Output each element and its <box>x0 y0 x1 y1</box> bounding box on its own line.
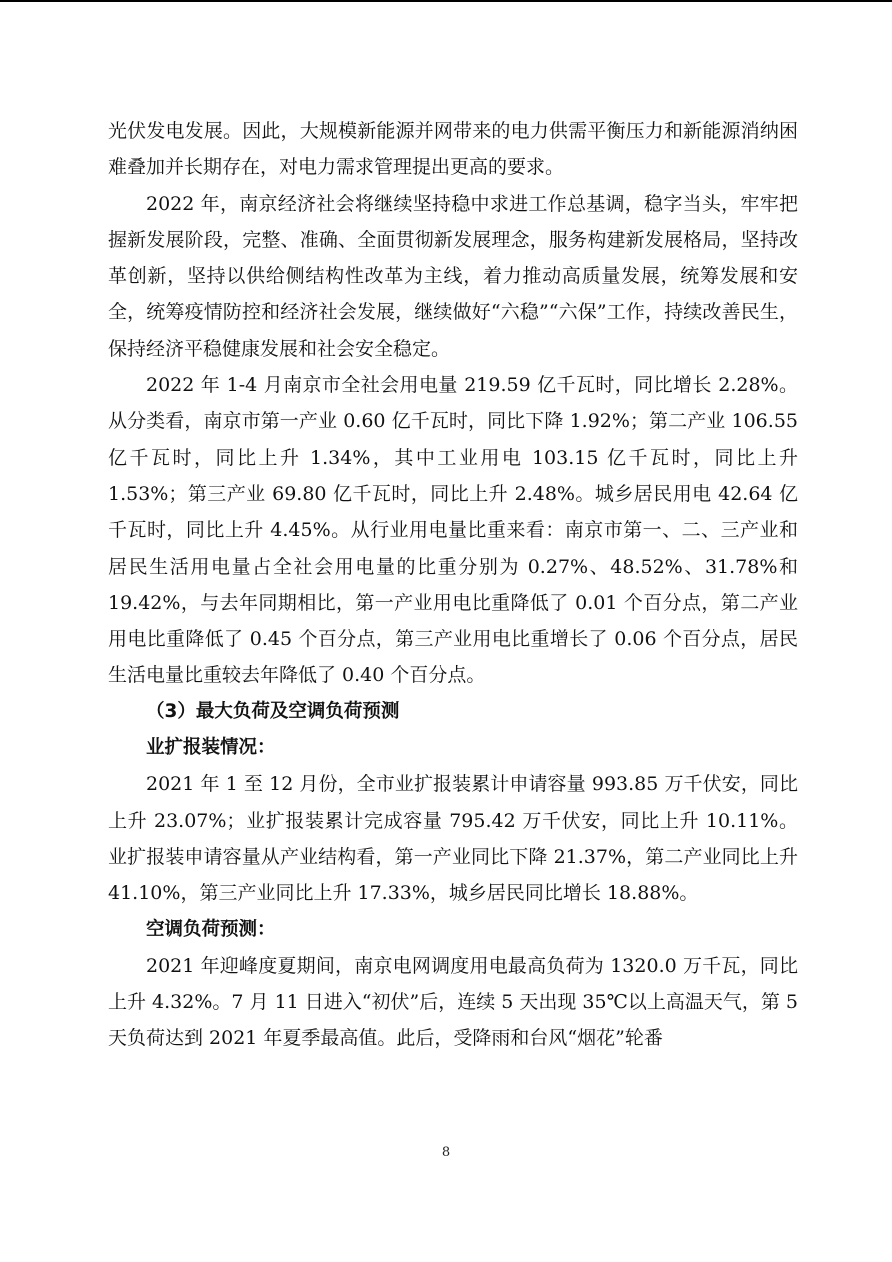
paragraph-ac-load: 2021 年迎峰度夏期间，南京电网调度用电最高负荷为 1320.0 万千瓦，同比上升 4.32%。7 月 11 日进入“初伏”后，连续 5 天出现 35℃以上高温天气，第 5 天负荷达到 2021 年夏季最高值。此后，受降雨和台风“烟花”轮番 <box>108 954 798 1050</box>
paragraph-electricity-usage: 2022 年 1-4 月南京市全社会用电量 219.59 亿千瓦时，同比增长 2.28%。从分类看，南京市第一产业 0.60 亿千瓦时，同比下降 1.92%；第二产业 106.55 亿千瓦时，同比上升 1.34%，其中工业用电 103.15 亿千瓦时，同比上升 1.53%；第三产业 69.80 亿千瓦时，同比上升 2.48%。城乡居民用电 42.64 亿千瓦时，同比上升 4.45%。从行业用电量比重来看：南京市第一、二、三产业和居民生活用电量占全社会用电量的比重分别为 0.27%、48.52%、31.78%和 19.42%，与去年同期相比，第一产业用电比重降低了 0.01 个百分点，第二产业用电比重降低了 0.45 个百分点，第三产业用电比重增长了 0.06 个百分点，居民生活电量比重较去年降低了 0.40 个百分点。 <box>108 374 798 687</box>
subheading-business-expansion: 业扩报装情况： <box>146 737 276 759</box>
page-top-border <box>0 0 892 2</box>
subheading-ac-load-forecast: 空调负荷预测： <box>146 918 276 940</box>
paragraph-2022-outlook: 2022 年，南京经济社会将继续坚持稳中求进工作总基调，稳字当头，牢牢把握新发展阶段，完整、准确、全面贯彻新发展理念，服务构建新发展格局，坚持改革创新，坚持以供给侧结构性改革为主线，着力推动高质量发展，统筹发展和安全，统筹疫情防控和经济社会发展，继续做好“六稳”“六保”工作，持续改善民生，保持经济平稳健康发展和社会安全稳定。 <box>108 192 798 360</box>
section-heading-max-load: （3）最大负荷及空调负荷预测 <box>146 700 400 722</box>
document-body <box>108 113 798 1057</box>
page-number: 8 <box>441 1145 451 1160</box>
paragraph-business-expansion: 2021 年 1 至 12 月份，全市业扩报装累计申请容量 993.85 万千伏安，同比上升 23.07%；业扩报装累计完成容量 795.42 万千伏安，同比上升 10.11%。业扩报装申请容量从产业结构看，第一产业同比下降 21.37%，第二产业同比上升 41.10%，第三产业同比上升 17.33%，城乡居民同比增长 18.88%。 <box>108 773 798 905</box>
paragraph-continuation: 光伏发电发展。因此，大规模新能源并网带来的电力供需平衡压力和新能源消纳困难叠加并长期存在，对电力需求管理提出更高的要求。 <box>108 120 798 179</box>
